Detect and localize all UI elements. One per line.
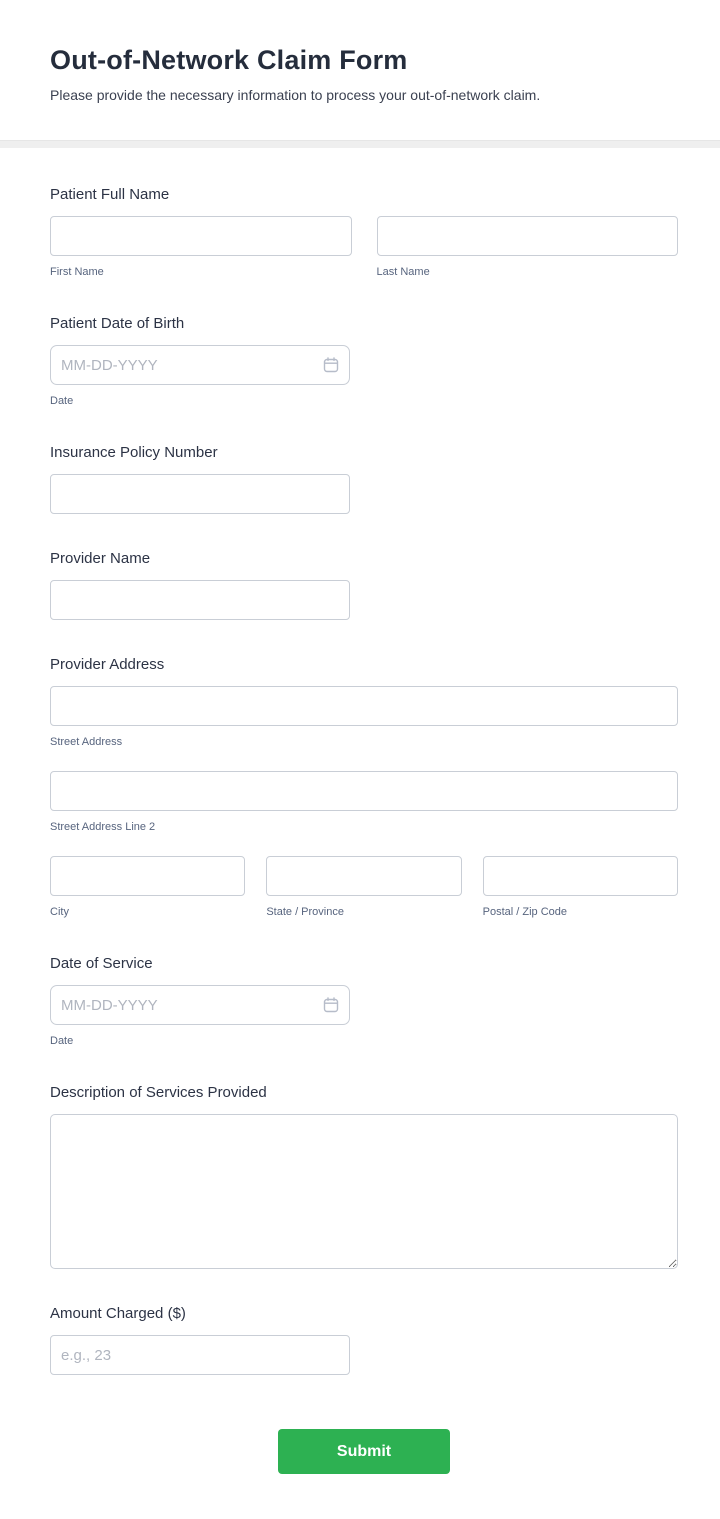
submit-row bbox=[50, 1429, 678, 1474]
patient-dob-label: Patient Date of Birth bbox=[50, 315, 185, 332]
insurance-policy-input[interactable] bbox=[50, 474, 350, 514]
calendar-icon[interactable] bbox=[323, 997, 339, 1013]
provider-name-label: Provider Name bbox=[50, 550, 151, 567]
street-address2-sublabel: Street Address Line 2 bbox=[50, 821, 156, 833]
state-province-input[interactable] bbox=[266, 856, 461, 896]
date-of-service-input[interactable] bbox=[50, 985, 350, 1025]
field-description-of-services bbox=[50, 1084, 678, 1269]
amount-charged-input[interactable] bbox=[50, 1335, 350, 1375]
postal-zip-sublabel: Postal / Zip Code bbox=[482, 906, 568, 918]
city-state-postal-row bbox=[50, 856, 678, 919]
form-subtitle: Please provide the necessary information to process your out-of-network claim. bbox=[50, 87, 541, 103]
field-provider-name bbox=[50, 550, 678, 620]
first-name-sublabel: First Name bbox=[50, 266, 104, 278]
provider-address-label: Provider Address bbox=[50, 656, 165, 673]
field-patient-dob bbox=[50, 315, 678, 408]
street-address-line bbox=[50, 686, 678, 749]
patient-dob-input[interactable] bbox=[50, 345, 350, 385]
field-insurance-policy-number bbox=[50, 444, 678, 514]
city-sublabel: City bbox=[50, 906, 69, 918]
city-input[interactable] bbox=[50, 856, 245, 896]
form-body bbox=[0, 148, 720, 1510]
description-label: Description of Services Provided bbox=[50, 1084, 267, 1101]
street-address-sublabel: Street Address bbox=[50, 736, 123, 748]
patient-dob-sublabel: Date bbox=[50, 395, 74, 407]
street-address2-input[interactable] bbox=[50, 771, 678, 811]
last-name-input[interactable] bbox=[377, 216, 679, 256]
date-of-service-sublabel: Date bbox=[50, 1035, 74, 1047]
postal-zip-input[interactable] bbox=[483, 856, 678, 896]
field-provider-address bbox=[50, 656, 678, 919]
insurance-policy-label: Insurance Policy Number bbox=[50, 444, 218, 461]
submit-button[interactable]: Submit bbox=[278, 1429, 450, 1474]
date-of-service-label: Date of Service bbox=[50, 955, 153, 972]
patient-full-name-label: Patient Full Name bbox=[50, 186, 170, 203]
street-address-input[interactable] bbox=[50, 686, 678, 726]
description-textarea[interactable] bbox=[50, 1114, 678, 1269]
provider-name-input[interactable] bbox=[50, 580, 350, 620]
last-name-sublabel: Last Name bbox=[376, 266, 430, 278]
field-amount-charged bbox=[50, 1305, 678, 1375]
calendar-icon[interactable] bbox=[323, 357, 339, 373]
form-title: Out-of-Network Claim Form bbox=[50, 45, 408, 75]
state-province-sublabel: State / Province bbox=[266, 906, 344, 918]
first-name-input[interactable] bbox=[50, 216, 352, 256]
field-patient-full-name bbox=[50, 186, 678, 279]
header-body-divider bbox=[0, 140, 720, 148]
form-header bbox=[0, 0, 720, 140]
field-date-of-service bbox=[50, 955, 678, 1048]
amount-charged-label: Amount Charged ($) bbox=[50, 1305, 186, 1322]
street-address2-line bbox=[50, 771, 678, 834]
